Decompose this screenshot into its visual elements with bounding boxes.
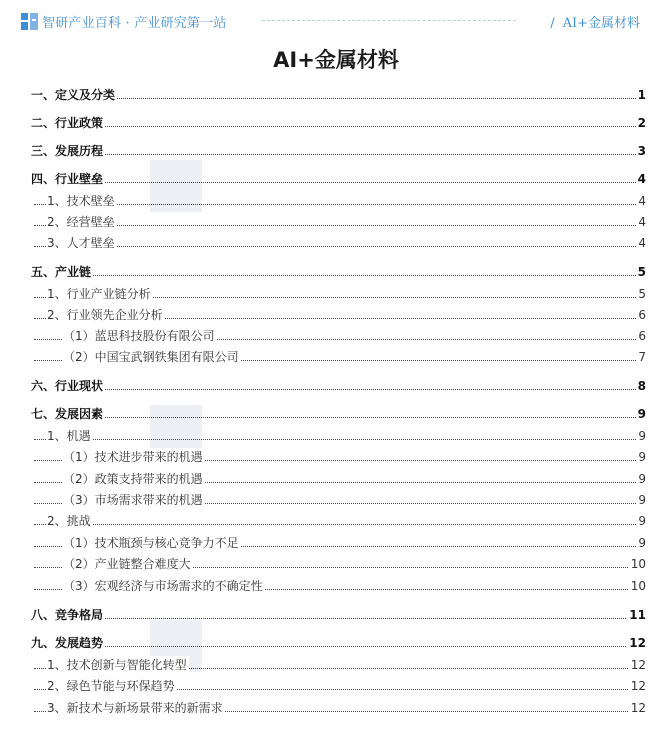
toc-entry-title: （1）蓝思科技股份有限公司	[63, 329, 215, 343]
toc-entry-page: 1	[637, 88, 646, 102]
toc-entry-title: 五、产业链	[31, 265, 92, 279]
toc-entry-title: 1、技术壁垒	[47, 194, 115, 208]
toc-entry[interactable]	[0, 377, 672, 395]
toc-dot-leader	[34, 182, 638, 183]
toc-dot-leader	[34, 98, 638, 99]
toc-entry[interactable]	[0, 577, 672, 595]
toc-entry-page: 9	[638, 493, 646, 507]
toc-entry-page: 9	[638, 429, 646, 443]
toc-entry-title: （3）宏观经济与市场需求的不确定性	[63, 579, 263, 593]
toc-dot-leader	[34, 275, 638, 276]
toc-entry-page: 9	[638, 450, 646, 464]
toc-entry[interactable]	[0, 327, 672, 345]
toc-entry[interactable]	[0, 534, 672, 552]
page-title: AI+金属材料	[273, 48, 399, 72]
toc-entry[interactable]	[0, 634, 672, 652]
toc-entry-title: （1）技术进步带来的机遇	[63, 450, 203, 464]
toc-entry[interactable]	[0, 677, 672, 695]
toc-entry-title: 3、新技术与新场景带来的新需求	[47, 701, 223, 715]
toc-entry[interactable]	[0, 170, 672, 188]
toc-entry-title: 六、行业现状	[31, 379, 104, 393]
toc-entry-page: 12	[630, 658, 646, 672]
toc-entry-title: 2、绿色节能与环保趋势	[47, 679, 175, 693]
toc-entry-title: 1、行业产业链分析	[47, 287, 151, 301]
toc-entry-page: 9	[638, 472, 646, 486]
toc-entry-page: 11	[629, 608, 646, 622]
toc-dot-leader	[34, 618, 638, 619]
toc-entry-page: 5	[638, 287, 646, 301]
toc-entry-page: 8	[637, 379, 646, 393]
toc-dot-leader	[34, 389, 638, 390]
toc-entry[interactable]	[0, 263, 672, 281]
toc-entry-title: 3、人才壁垒	[47, 236, 115, 250]
toc-entry-page: 12	[630, 679, 646, 693]
toc-dot-leader	[34, 646, 638, 647]
toc-entry[interactable]	[0, 427, 672, 445]
toc-entry-page: 10	[630, 579, 646, 593]
toc-entry-page: 5	[637, 265, 646, 279]
toc-entry[interactable]	[0, 555, 672, 573]
toc-dot-leader	[34, 225, 638, 226]
toc-entry-title: 2、经营壁垒	[47, 215, 115, 229]
toc-entry-title: （2）产业链整合难度大	[63, 557, 191, 571]
breadcrumb-separator: /	[550, 16, 555, 31]
toc-entry-page: 4	[638, 194, 646, 208]
toc-entry-title: （2）中国宝武钢铁集团有限公司	[63, 350, 239, 364]
toc-entry-title: （1）技术瓶颈与核心竞争力不足	[63, 536, 239, 550]
toc-entry-page: 6	[638, 329, 646, 343]
toc-entry[interactable]	[0, 470, 672, 488]
toc-entry-page: 12	[630, 701, 646, 715]
toc-entry-page: 6	[638, 308, 646, 322]
toc-entry[interactable]	[0, 348, 672, 366]
toc-entry-page: 9	[637, 407, 646, 421]
toc-entry-page: 10	[630, 557, 646, 571]
toc-entry[interactable]	[0, 606, 672, 624]
toc-entry-title: （2）政策支持带来的机遇	[63, 472, 203, 486]
toc-entry-page: 9	[638, 536, 646, 550]
toc-entry-title: 2、行业领先企业分析	[47, 308, 163, 322]
toc-entry-title: 九、发展趋势	[31, 636, 104, 650]
toc-entry-title: 一、定义及分类	[31, 88, 116, 102]
toc-entry[interactable]	[0, 405, 672, 423]
toc-entry[interactable]	[0, 656, 672, 674]
toc-entry-page: 4	[638, 215, 646, 229]
toc-dot-leader	[34, 417, 638, 418]
toc-entry[interactable]	[0, 306, 672, 324]
toc-entry-title: 2、挑战	[47, 514, 91, 528]
toc-entry[interactable]	[0, 114, 672, 132]
toc-entry-page: 4	[637, 172, 646, 186]
toc-dot-leader	[34, 126, 638, 127]
toc-dot-leader	[34, 154, 638, 155]
toc-entry[interactable]	[0, 142, 672, 160]
toc-entry-page: 7	[638, 350, 646, 364]
toc-entry[interactable]	[0, 699, 672, 717]
toc-entry[interactable]	[0, 234, 672, 252]
toc-entry[interactable]	[0, 512, 672, 530]
toc-entry-title: 1、技术创新与智能化转型	[47, 658, 187, 672]
toc-dot-leader	[34, 246, 638, 247]
toc-dot-leader	[34, 204, 638, 205]
toc-dot-leader	[34, 439, 638, 440]
toc-entry-page: 3	[637, 144, 646, 158]
toc-dot-leader	[34, 524, 638, 525]
toc-entry[interactable]	[0, 213, 672, 231]
toc-entry-page: 12	[629, 636, 646, 650]
toc-entry[interactable]	[0, 448, 672, 466]
toc-entry-page: 9	[638, 514, 646, 528]
toc-entry-title: 四、行业壁垒	[31, 172, 104, 186]
toc-entry-title: 八、竞争格局	[31, 608, 104, 622]
toc-entry-page: 4	[638, 236, 646, 250]
toc-entry[interactable]	[0, 86, 672, 104]
toc-entry-title: 二、行业政策	[31, 116, 104, 130]
toc-entry[interactable]	[0, 285, 672, 303]
toc-entry-title: （3）市场需求带来的机遇	[63, 493, 203, 507]
toc-entry-page: 2	[637, 116, 646, 130]
brand-text: 智研产业百科 · 产业研究第一站	[42, 16, 227, 31]
toc-entry-title: 七、发展因素	[31, 407, 104, 421]
toc-entry[interactable]	[0, 491, 672, 509]
breadcrumb-current: AI+金属材料	[562, 16, 640, 31]
toc-entry-title: 三、发展历程	[31, 144, 104, 158]
toc-entry-title: 1、机遇	[47, 429, 91, 443]
toc-entry[interactable]	[0, 192, 672, 210]
